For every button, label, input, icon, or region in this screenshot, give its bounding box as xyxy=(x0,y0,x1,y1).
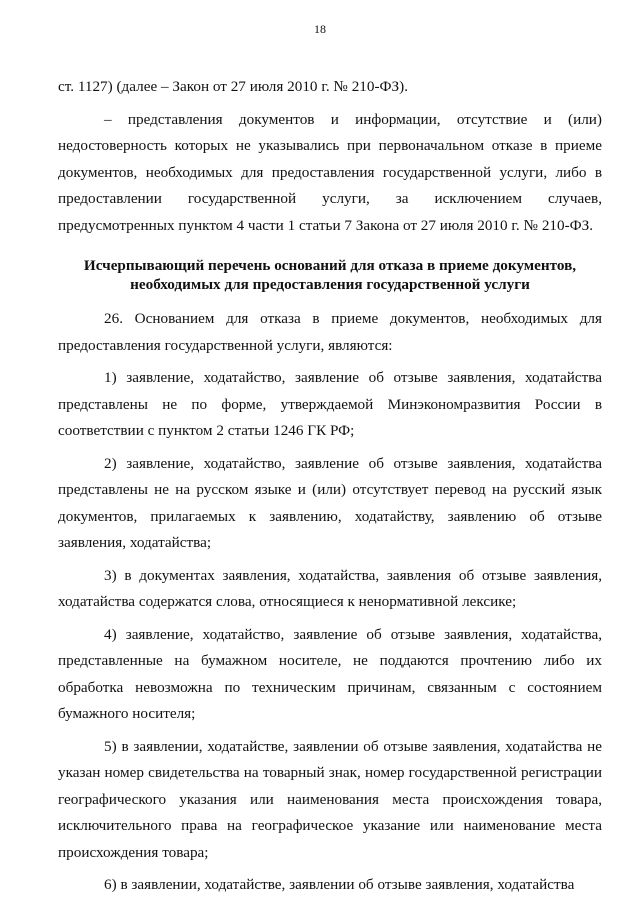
list-item-3: 3) в документах заявления, ходатайства, заявления об отзыве заявления, ходатайства содержатся слова, относящиеся к ненормативной лексике; xyxy=(58,566,602,610)
list-item-5: 5) в заявлении, ходатайстве, заявлении об отзыве заявления, ходатайства не указан номер свидетельства на товарный знак, номер государственной регистрации географического указания или наименования места происхождения товара, исключительного права на географическое указание или наименование места происхождения товара; xyxy=(58,737,602,861)
section-heading: Исчерпывающий перечень оснований для отказа в приеме документов, необходимых для предоставления государственной услуги xyxy=(83,257,577,293)
document-body xyxy=(58,74,602,899)
list-item-2: 2) заявление, ходатайство, заявление об отзыве заявления, ходатайства представлены не на русском языке и (или) отсутствует перевод на русский язык документов, прилагаемых к заявлению, ходатайству, заявлению об отзыве заявления, ходатайства; xyxy=(58,454,602,551)
paragraph-continuation: ст. 1127) (далее – Закон от 27 июля 2010 г. № 210-ФЗ). xyxy=(58,78,409,95)
paragraph-item-26: 26. Основанием для отказа в приеме документов, необходимых для предоставления государственной услуги, являются: xyxy=(58,310,602,354)
list-item-6: 6) в заявлении, ходатайстве, заявлении об отзыве заявления, ходатайства xyxy=(104,876,575,893)
page-number: 18 xyxy=(314,22,326,36)
list-item-4: 4) заявление, ходатайство, заявление об отзыве заявления, ходатайства, представленные на бумажном носителе, не поддаются прочтению либо их обработка невозможна по техническим причинам, связанным с состоянием бумажного носителя; xyxy=(58,625,602,722)
paragraph-exception-clause: – представления документов и информации, отсутствие и (или) недостоверность которых не указывались при первоначальном отказе в приеме документов, необходимых для предоставления государственной услуги, либо в предоставлении государственной услуги, за исключением случаев, предусмотренных пунктом 4 части 1 статьи 7 Закона от 27 июля 2010 г. № 210-ФЗ. xyxy=(58,110,602,234)
list-item-1: 1) заявление, ходатайство, заявление об отзыве заявления, ходатайства представлены не по форме, утверждаемой Минэкономразвития России в соответствии с пунктом 2 статьи 1246 ГК РФ; xyxy=(58,369,602,439)
